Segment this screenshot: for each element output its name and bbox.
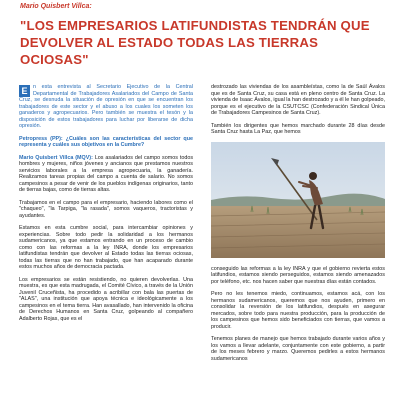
question-1: Petropress (PP): ¿Cuáles son las características del sector que representa y cuáles sus objetivos en la Cumbre?	[19, 135, 193, 148]
paragraph-3: Estamos en esta cumbre social, para intercambiar opiniones y experiencias. Sobre todo pedir la solidaridad a los hermanos sudamericanos, ya que estamos entrando en un proceso de cambio como con las reformas a la ley INRA, donde los empresarios latifundistas tendrán que devolver al Estado todas las tierras ociosas, todas las tierras que no han trabajado, que han acaparado durante estos muchos años de democracia pactada.	[19, 225, 193, 270]
answer-1	[19, 155, 193, 194]
right-paragraph-5: Tenemos planes de manejo que hemos trabajado durante varios años y los vamos a llevar adelante, conjuntamente con este gobierno, a partir de los meses febrero y marzo. Queremos pedirles a estos hermanos sudamericanos	[211, 336, 385, 362]
intro-paragraph	[19, 84, 193, 130]
answer-1-text: Los asalariados del campo somos todos hombres y mujeres, niños jóvenes y ancianos que prestamos nuestros servicios laborales a la empresa agropecuaria, la ganadería. Realizamos tareas propias del campo a cuenta de salario. No somos campesinos a pesar de venir de los pueblos indígenas originarios, tanto de tierras bajas, como de tierras altas.	[19, 154, 194, 193]
right-paragraph-1: destrozado las viviendas de los asambleístas, como la de Saúl Ávalos que es de Santa Cruz, su casa está en pleno centro de Santa Cruz. La vivienda de Isaac Ávalos, igual la han destrozado y a él le han golpeado, porque es el ejecutivo de la CSUTCSC (Confederación Sindical Única de Trabajadores Campesinos de Santa Cruz).	[211, 84, 385, 116]
right-paragraph-2: También los dirigentes que hemos marchado durante 28 días desde Santa Cruz hasta La Paz, que hemos	[211, 122, 385, 135]
right-paragraph-4: Pero no les tenemos miedo, continuamos, estamos acá, con los hermanos sudamericanos, queremos que nos ayuden, primero en consolidar la reversión de los latifundios, después en asegurar mercados, sobre todo para nuestra producción, para la producción de los campesinos que hemos sido beneficiados con tierras, que vamos a producir.	[211, 291, 385, 330]
left-column	[19, 84, 193, 328]
right-column	[211, 84, 385, 368]
headline: "LOS EMPRESARIOS LATIFUNDISTAS TENDRÁN QUE DEVOLVER AL ESTADO TODAS LAS TIERRAS OCIOSAS"	[20, 18, 370, 67]
farmer-with-hoe-photo	[211, 142, 385, 258]
byline-top: Mario Quisbert Villca:	[20, 3, 92, 10]
dropcap: E	[19, 85, 30, 97]
answer-speaker: Mario Quisbert Villca (MQV):	[19, 154, 93, 161]
paragraph-2: Trabajamos en el campo para el empresario, haciendo labores como el "chaqueo", "la Tarpiga, "la rasada", somos vaqueros, tractoristas y ayudantes.	[19, 199, 193, 219]
intro-text: n esta entrevista al Secretario Ejecutivo de la Central Departamental de Trabajadores Asalariados del Campo de Santa Cruz, se desnuda la situación de opresión en que se encuentran los trabajadores de este sector y el abuso a los cuales los someten los ganaderos y agropecuarios. Pero también se muestra el tesón y la disposición de estos trabajadores para luchar por liberarse de dicha opresión.	[19, 84, 193, 129]
paragraph-4: Los empresarios se están resistiendo, no quieren devolverlas. Una muestra, es que esta madrugada, el Comité Cívico, a través de la Unión Juvenil Cruceñista, ha procedido a acribillar con bala las puertas de "ALAS", una institución que apoya técnica e ideológicamente a los campesinos en el tema tierra. Han avasallado, han intervenido la oficina de Derechos Humanos en Santa Cruz, golpeando al compañero Adalberto Rojas, que es el	[19, 276, 193, 322]
right-paragraph-3: conseguido las reformas a la ley INRA y que el gobierno revierta estos latifundios, estamos siendo perseguidos, estamos siendo amenazados por teléfono, etc. nos hacen saber que nuestras días están contados.	[211, 265, 385, 285]
photo-illustration	[211, 142, 385, 258]
